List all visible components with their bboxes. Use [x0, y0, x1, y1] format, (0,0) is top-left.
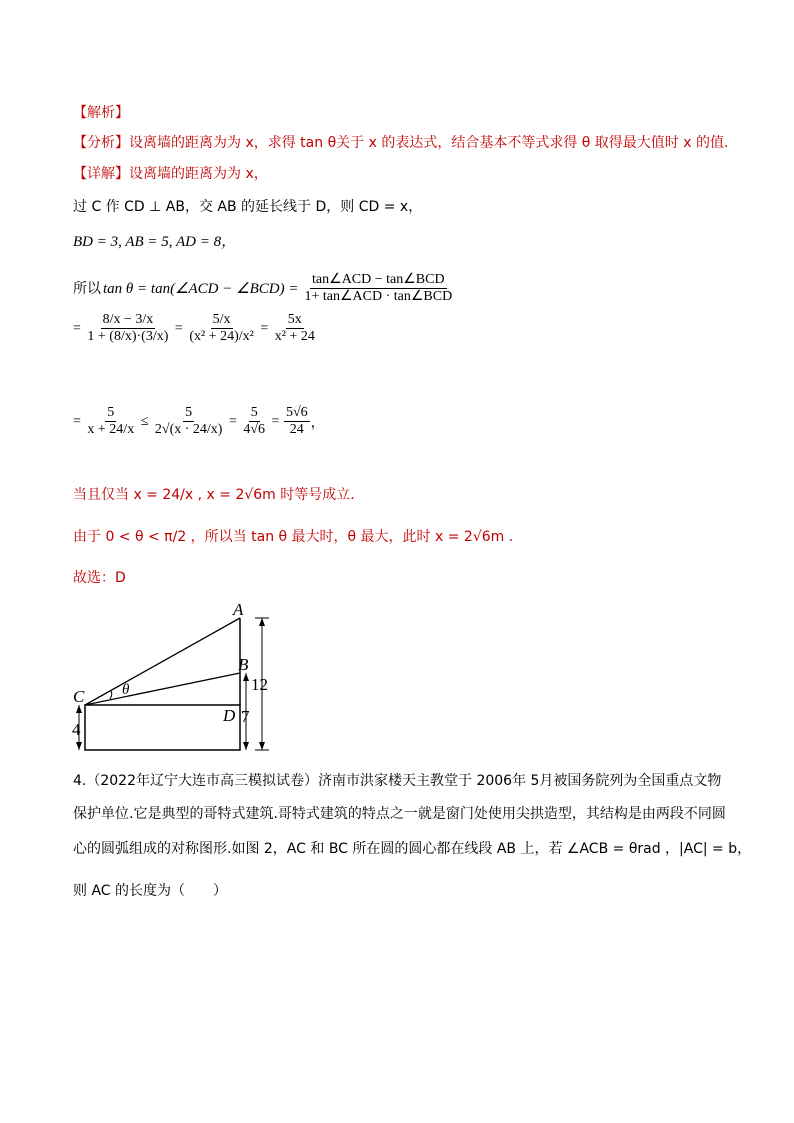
- eq2-frac-b: [153, 405, 225, 438]
- geometry-figure: [70, 598, 280, 758]
- question4-line3: 心的圆弧组成的对称图形.如图 2，AC 和 BC 所在圆的圆心都在线段 AB 上，若 ∠ACB = θrad ，|AC| = b，: [73, 841, 752, 857]
- jiexi-heading: 【解析】: [73, 105, 129, 121]
- step2-line: BD = 3, AB = 5, AD = 8，: [73, 234, 237, 250]
- detail-tag: 【详解】: [73, 166, 129, 182]
- eq2-frac-d: [284, 405, 310, 438]
- analysis-text: 设离墙的距离为为 x，求得 tan θ关于 x 的表达式，结合基本不等式求得 θ 取得最大值时 x 的值.: [129, 135, 729, 151]
- detail-text: 设离墙的距离为为 x，: [129, 166, 268, 182]
- eq1-frac-c: [273, 312, 317, 345]
- eq1-c-num: 5x: [287, 312, 302, 327]
- eq2-a-den: x + 24/x: [87, 422, 135, 437]
- eq2-b-den: 2√(x · 24/x): [154, 422, 223, 437]
- eq-sign: =: [171, 320, 187, 336]
- eq1-b-den: (x² + 24)/x²: [189, 329, 254, 344]
- question4-text-1: 济南市洪家楼天主教堂于 2006年 5月被国务院列为全国重点文物: [318, 773, 722, 789]
- base-rectangle: [85, 705, 240, 750]
- step3-denominator: 1+ tan∠ACD · tan∠BCD: [304, 289, 453, 304]
- eq2-d-num: 5√6: [285, 405, 308, 420]
- step3-lhs: tan θ = tan(∠ACD − ∠BCD) =: [103, 280, 299, 297]
- question4-line1: [73, 772, 721, 790]
- analysis-tag: 【分析】: [73, 135, 129, 151]
- eq-sign: =: [73, 320, 85, 336]
- step3-fraction: [302, 272, 454, 305]
- equation-line-2: [73, 405, 325, 438]
- step3-prefix: 所以: [73, 280, 101, 297]
- eq1-frac-b: [187, 312, 256, 345]
- equality-condition: 当且仅当 x = 24/x , x = 2√6m 时等号成立.: [73, 487, 355, 503]
- eq2-frac-a: [85, 405, 136, 438]
- answer-line: 故选：D: [73, 570, 126, 586]
- eq-sign: =: [268, 413, 283, 429]
- step3-line: [73, 272, 455, 305]
- eq1-a-den: 1 + (8/x)·(3/x): [87, 329, 169, 344]
- line-cb: [85, 673, 240, 705]
- eq2-a-num: 5: [107, 405, 115, 420]
- eq1-c-den: x² + 24: [274, 329, 315, 344]
- eq2-b-num: 5: [185, 405, 193, 420]
- label-12: 12: [251, 675, 268, 694]
- line-ca: [85, 618, 240, 705]
- eq2-tail: ，: [310, 415, 325, 431]
- label-7: 7: [241, 707, 250, 726]
- label-d: D: [223, 706, 236, 725]
- question4-line4: 则 AC 的长度为（ ）: [73, 883, 228, 899]
- question4-line2: 保护单位.它是典型的哥特式建筑.哥特式建筑的特点之一就是窗门处使用尖拱造型，其结构是由两段不同圆: [73, 806, 726, 822]
- equation-line-1: [73, 312, 318, 345]
- label-4: 4: [72, 720, 81, 739]
- label-theta: θ: [122, 682, 130, 698]
- step1-line: 过 C 作 CD ⊥ AB，交 AB 的延长线于 D，则 CD = x，: [73, 199, 423, 215]
- eq-sign: =: [225, 413, 241, 429]
- analysis-line: [73, 134, 728, 152]
- eq2-c-num: 5: [250, 405, 258, 420]
- label-b: B: [238, 655, 249, 674]
- eq1-frac-a: [85, 312, 170, 345]
- eq-sign: =: [73, 413, 85, 429]
- eq1-a-num: 8/x − 3/x: [102, 312, 154, 327]
- eq2-frac-c: [241, 405, 267, 438]
- eq2-c-den: 4√6: [243, 422, 266, 437]
- eq1-b-num: 5/x: [212, 312, 231, 327]
- eq-sign: =: [256, 320, 272, 336]
- detail-line: [73, 165, 268, 183]
- question4-source: （2022年辽宁大连市高三模拟试卷）: [86, 773, 318, 789]
- label-a: A: [233, 600, 244, 619]
- leq-sign: ≤: [137, 413, 152, 429]
- theta-range: 由于 0 < θ < π/2 ，所以当 tan θ 最大时，θ 最大，此时 x = 2√6m .: [73, 529, 514, 545]
- question4-number: 4.: [73, 773, 87, 789]
- label-c: C: [73, 687, 85, 706]
- step3-numerator: tan∠ACD − tan∠BCD: [312, 272, 445, 287]
- eq2-d-den: 24: [289, 422, 304, 437]
